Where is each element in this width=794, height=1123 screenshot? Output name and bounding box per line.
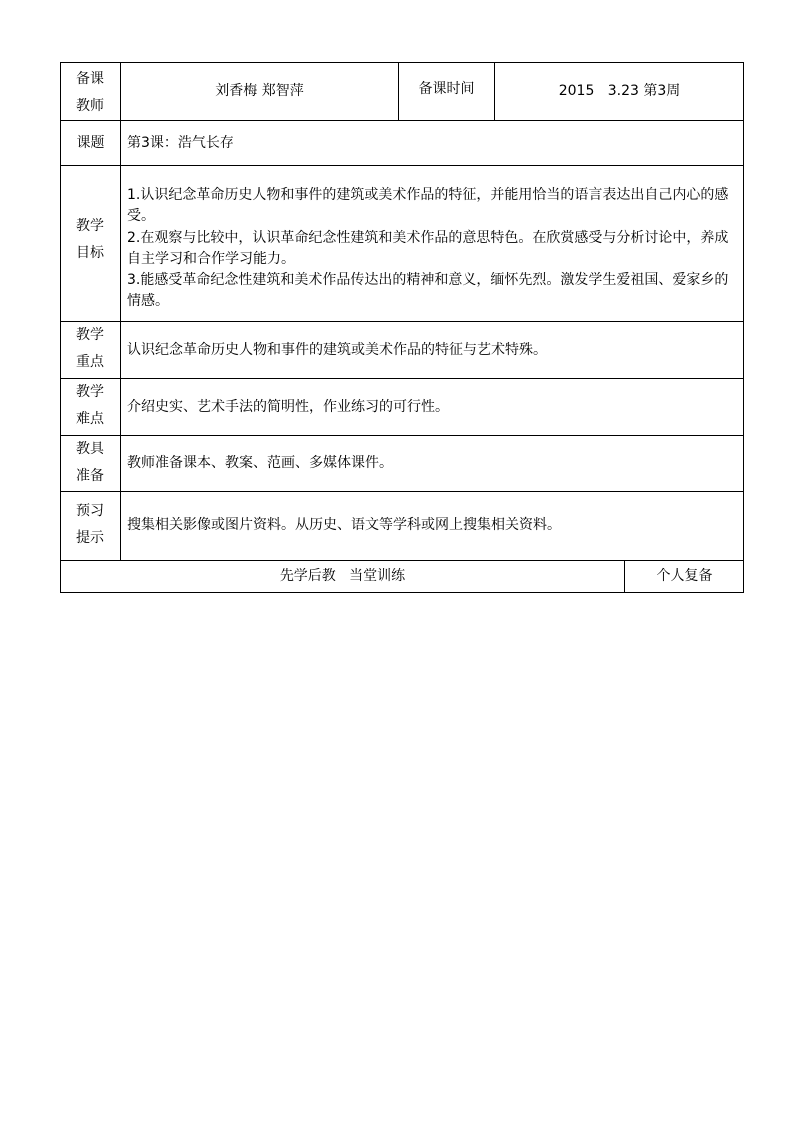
preview-value: 搜集相关影像或图片资料。从历史、语文等学科或网上搜集相关资料。 bbox=[127, 517, 561, 533]
row-divider bbox=[61, 378, 743, 379]
row-divider bbox=[61, 321, 743, 322]
row-divider bbox=[61, 165, 743, 166]
key-points-label: 教学 重点 bbox=[76, 327, 104, 370]
goal-item: 2.在观察与比较中，认识革命纪念性建筑和美术作品的意思特色。在欣赏感受与分析讨论中，养成自主学习和合作学习能力。 bbox=[127, 229, 729, 267]
lesson-plan-table bbox=[60, 62, 744, 593]
teacher-names: 刘香梅 郑智萍 bbox=[215, 83, 304, 99]
footer-right: 个人复备 bbox=[656, 568, 713, 584]
time-label: 备课时间 bbox=[418, 81, 475, 97]
materials-value: 教师准备课本、教案、范画、多媒体课件。 bbox=[127, 455, 393, 471]
materials-label: 教具 准备 bbox=[76, 441, 104, 484]
goal-item: 3.能感受革命纪念性建筑和美术作品传达出的精神和意义，缅怀先烈。激发学生爱祖国、爱家乡的情感。 bbox=[127, 272, 729, 310]
row-divider bbox=[61, 560, 743, 561]
column-divider bbox=[120, 63, 121, 560]
topic-label: 课题 bbox=[76, 135, 105, 151]
footer-left: 先学后教 当堂训练 bbox=[279, 568, 406, 584]
teacher-label: 备课 教师 bbox=[76, 71, 104, 114]
key-points-value: 认识纪念革命历史人物和事件的建筑或美术作品的特征与艺术特殊。 bbox=[127, 342, 547, 358]
goals-list bbox=[127, 185, 739, 313]
row-divider bbox=[61, 435, 743, 436]
goal-item: 1.认识纪念革命历史人物和事件的建筑或美术作品的特征，并能用恰当的语言表达出自己内心的感受。 bbox=[127, 187, 729, 225]
row-divider bbox=[61, 120, 743, 121]
topic-value: 第3课：浩气长存 bbox=[127, 135, 234, 151]
goals-label: 教学 目标 bbox=[76, 218, 104, 261]
preview-label: 预习 提示 bbox=[76, 503, 104, 546]
row-divider bbox=[61, 491, 743, 492]
time-value: 2015 3.23 第3周 bbox=[558, 83, 681, 99]
difficulties-label: 教学 难点 bbox=[76, 384, 104, 427]
difficulties-value: 介绍史实、艺术手法的简明性，作业练习的可行性。 bbox=[127, 399, 449, 415]
